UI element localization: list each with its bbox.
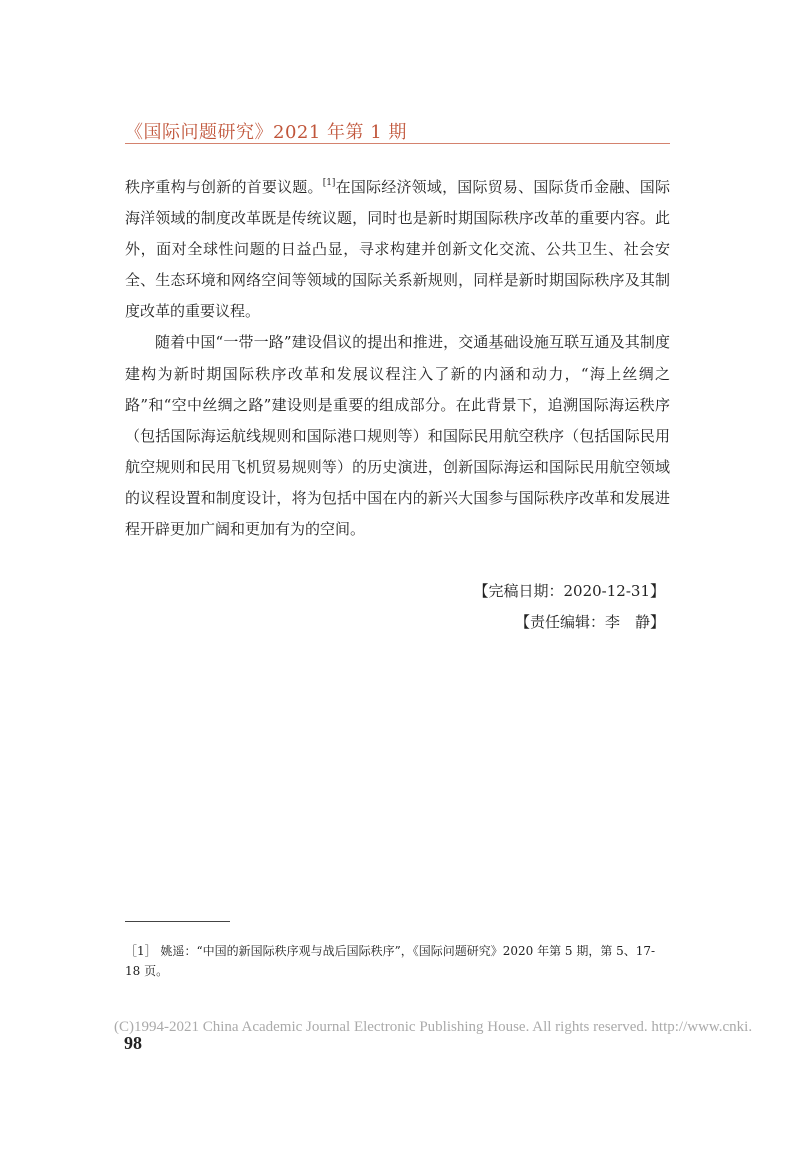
journal-header: 《国际问题研究》2021 年第 1 期 bbox=[125, 122, 407, 143]
paragraph-1 bbox=[125, 172, 670, 327]
footnote-rule bbox=[125, 921, 230, 922]
completion-date: 【完稿日期：2020-12-31】 bbox=[473, 582, 665, 600]
paragraph-1-rest: 在国际经济领域，国际贸易、国际货币金融、国际海洋领域的制度改革既是传统议题，同时也是新时期国际秩序改革的重要内容。此外，面对全球性问题的日益凸显，寻求构建并创新文化交流、公共卫生、社会安全、生态环境和网络空间等领域的国际关系新规则，同样是新时期国际秩序及其制度改革的重要议程。 bbox=[125, 178, 670, 321]
paragraph-2: 随着中国“一带一路”建设倡议的提出和推进，交通基础设施互联互通及其制度建构为新时期国际秩序改革和发展议程注入了新的内涵和动力，“海上丝绸之路”和“空中丝绸之路”建设则是重要的组成部分。在此背景下，追溯国际海运秩序（包括国际海运航线规则和国际港口规则等）和国际民用航空秩序（包括国际民用航空规则和民用飞机贸易规则等）的历史演进，创新国际海运和国际民用航空领域的议程设置和制度设计，将为包括中国在内的新兴大国参与国际秩序改革和发展进程开辟更加广阔和更加有为的空间。 bbox=[125, 333, 670, 539]
header-rule bbox=[125, 143, 670, 144]
copyright-notice: (C)1994-2021 China Academic Journal Electronic Publishing House. All rights reserved. http://www.cnki. bbox=[114, 1019, 753, 1035]
footnote-ref[interactable]: [1] bbox=[322, 178, 336, 188]
article-body bbox=[125, 172, 670, 545]
paragraph-1-start: 秩序重构与创新的首要议题。 bbox=[125, 178, 323, 196]
page-number: 98 bbox=[124, 1033, 142, 1053]
footnote: ［1］ 姚遥：“中国的新国际秩序观与战后国际秩序”，《国际问题研究》2020 年第 5 期，第 5、17-18 页。 bbox=[125, 944, 656, 978]
responsible-editor: 【责任编辑：李 静】 bbox=[514, 613, 665, 631]
